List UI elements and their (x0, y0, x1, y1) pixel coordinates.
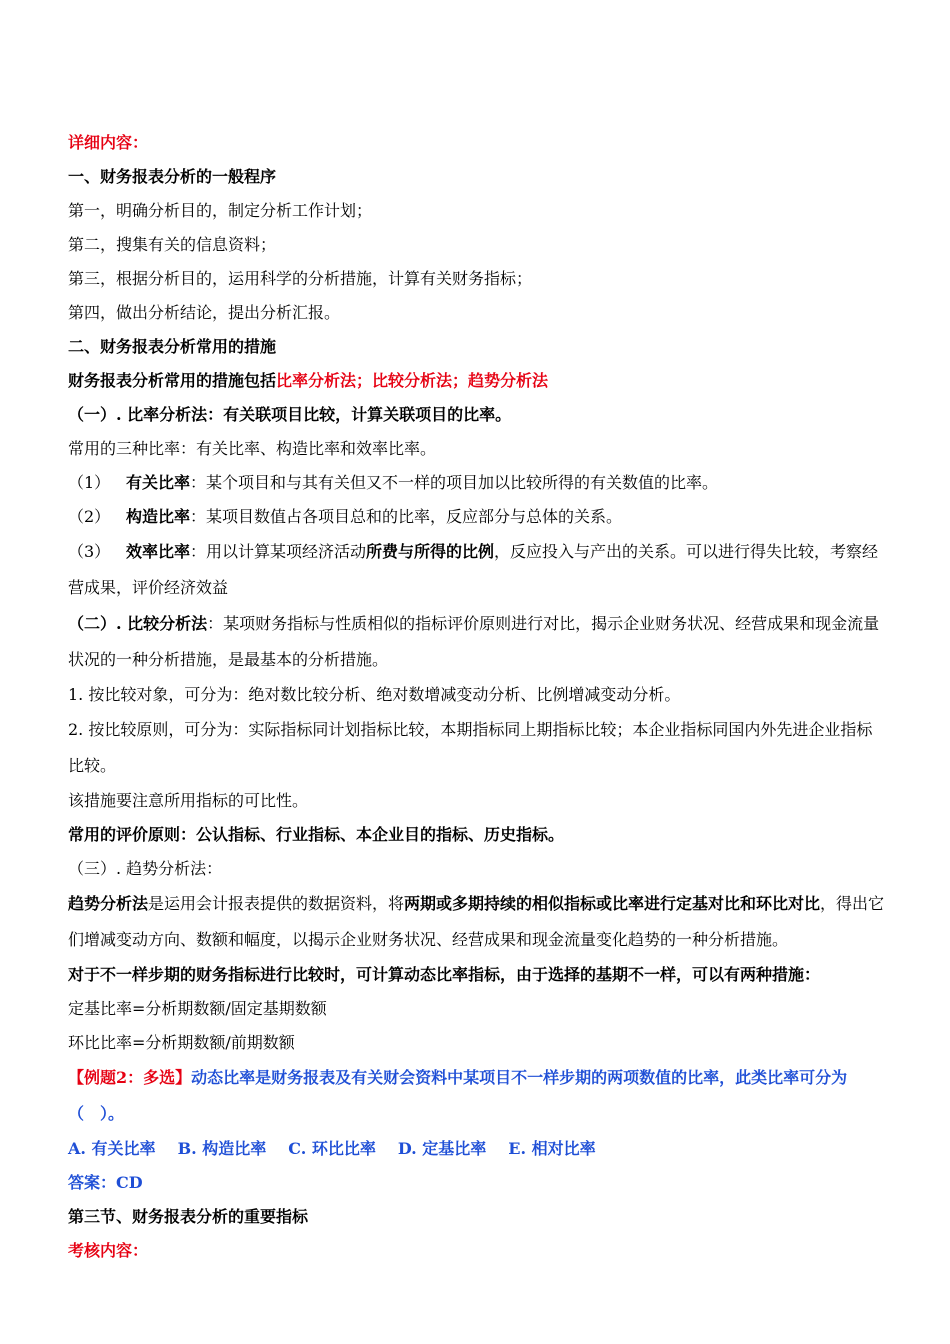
assess-heading: 考核内容： (68, 1241, 149, 1260)
option-e: E. 相对比率 (508, 1139, 596, 1158)
option-a: A. 有关比率 (68, 1139, 156, 1158)
section2-title: 二、财务报表分析常用的措施 (68, 337, 277, 356)
ratio-item-3-desc-b: ，反应投入与产出的关系。可以进行得失比较，考察经营成果，评价经济效益 (68, 542, 879, 597)
example-label: 【例题2：多选】 (68, 1068, 192, 1087)
step-4: 第四，做出分析结论，提出分析汇报。 (68, 303, 341, 322)
ratio-item-3-num: （3） (68, 542, 111, 561)
ratio-item-2 (68, 500, 886, 534)
trend-desc-bold: 两期或多期持续的相似指标或比率进行定基对比和环比对比 (404, 894, 821, 913)
ratio-item-1-term: 有关比率 (126, 473, 191, 492)
ratio-item-3-desc-bold: 所费与所得的比例 (366, 542, 495, 561)
compare-criteria: 常用的评价原则：公认指标、行业指标、本企业目的指标、历史指标。 (68, 825, 565, 844)
compare-item-1: 1. 按比较对象，可分为：绝对数比较分析、绝对数增减变动分析、比例增减变动分析。 (68, 685, 681, 704)
step-1: 第一，明确分析目的，制定分析工作计划； (68, 201, 373, 220)
compare-title: （二）. 比较分析法 (68, 614, 208, 633)
compare-desc: ：某项财务指标与性质相似的指标评价原则进行对比，揭示企业财务状况、经营成果和现金流量状况的一种分析措施，是最基本的分析措施。 (68, 614, 880, 669)
step-3: 第三，根据分析目的，运用科学的分析措施，计算有关财务指标； (68, 269, 533, 288)
section1-title: 一、财务报表分析的一般程序 (68, 167, 277, 186)
ratio-item-1-num: （1） (68, 473, 111, 492)
section3-title: 第三节、财务报表分析的重要指标 (68, 1207, 309, 1226)
compare-note: 该措施要注意所用指标的可比性。 (68, 791, 309, 810)
compare-paragraph (68, 606, 886, 678)
trend-note: 对于不一样步期的财务指标进行比较时，可计算动态比率指标，由于选择的基期不一样，可以有两种措施： (68, 965, 821, 984)
option-d: D. 定基比率 (397, 1139, 487, 1158)
detail-heading: 详细内容： (68, 133, 149, 152)
trend-desc-b: ，得出它们增减变动方向、数额和幅度，以揭示企业财务状况、经营成果和现金流量变化趋势的一种分析措施。 (68, 894, 885, 949)
trend-title: （三）. 趋势分析法： (68, 859, 223, 878)
ratio-title: （一）. 比率分析法：有关联项目比较，计算关联项目的比率。 (68, 405, 512, 424)
trend-desc-a: 是运用会计报表提供的数据资料，将 (148, 894, 405, 913)
example-answer: 答案：CD (68, 1173, 143, 1192)
step-2: 第二，搜集有关的信息资料； (68, 235, 277, 254)
example-question (68, 1060, 886, 1132)
document-page (68, 120, 886, 1268)
ratio-item-2-term: 构造比率 (126, 507, 191, 526)
compare-item-2: 2. 按比较原则，可分为：实际指标同计划指标比较，本期指标同上期指标比较；本企业指标同国内外先进企业指标比较。 (68, 720, 873, 775)
ratio-item-1 (68, 466, 886, 500)
example-text: 动态比率是财务报表及有关财会资料中某项目不一样步期的两项数值的比率，此类比率可分为（ ）。 (68, 1068, 848, 1123)
ratio-item-2-num: （2） (68, 507, 111, 526)
example-options (68, 1132, 886, 1166)
formula-fixed-base: 定基比率=分析期数额/固定基期数额 (68, 999, 327, 1018)
ratio-item-2-desc: ：某项目数值占各项目总和的比率，反应部分与总体的关系。 (190, 507, 623, 526)
ratio-item-3-term: 效率比率 (126, 542, 191, 561)
ratio-item-1-desc: ：某个项目和与其有关但又不一样的项目加以比较所得的有关数值的比率。 (190, 473, 719, 492)
formula-chain: 环比比率=分析期数额/前期数额 (68, 1033, 295, 1052)
methods-list: 比率分析法；比较分析法；趋势分析法 (276, 371, 549, 390)
methods-intro: 财务报表分析常用的措施包括 (68, 371, 277, 390)
methods-line (68, 364, 886, 398)
ratio-item-3 (68, 534, 886, 606)
option-c: C. 环比比率 (288, 1139, 376, 1158)
trend-term: 趋势分析法 (68, 894, 149, 913)
ratio-item-3-desc-a: ：用以计算某项经济活动 (190, 542, 367, 561)
ratio-types: 常用的三种比率：有关比率、构造比率和效率比率。 (68, 439, 437, 458)
trend-paragraph (68, 886, 886, 958)
option-b: B. 构造比率 (177, 1139, 267, 1158)
